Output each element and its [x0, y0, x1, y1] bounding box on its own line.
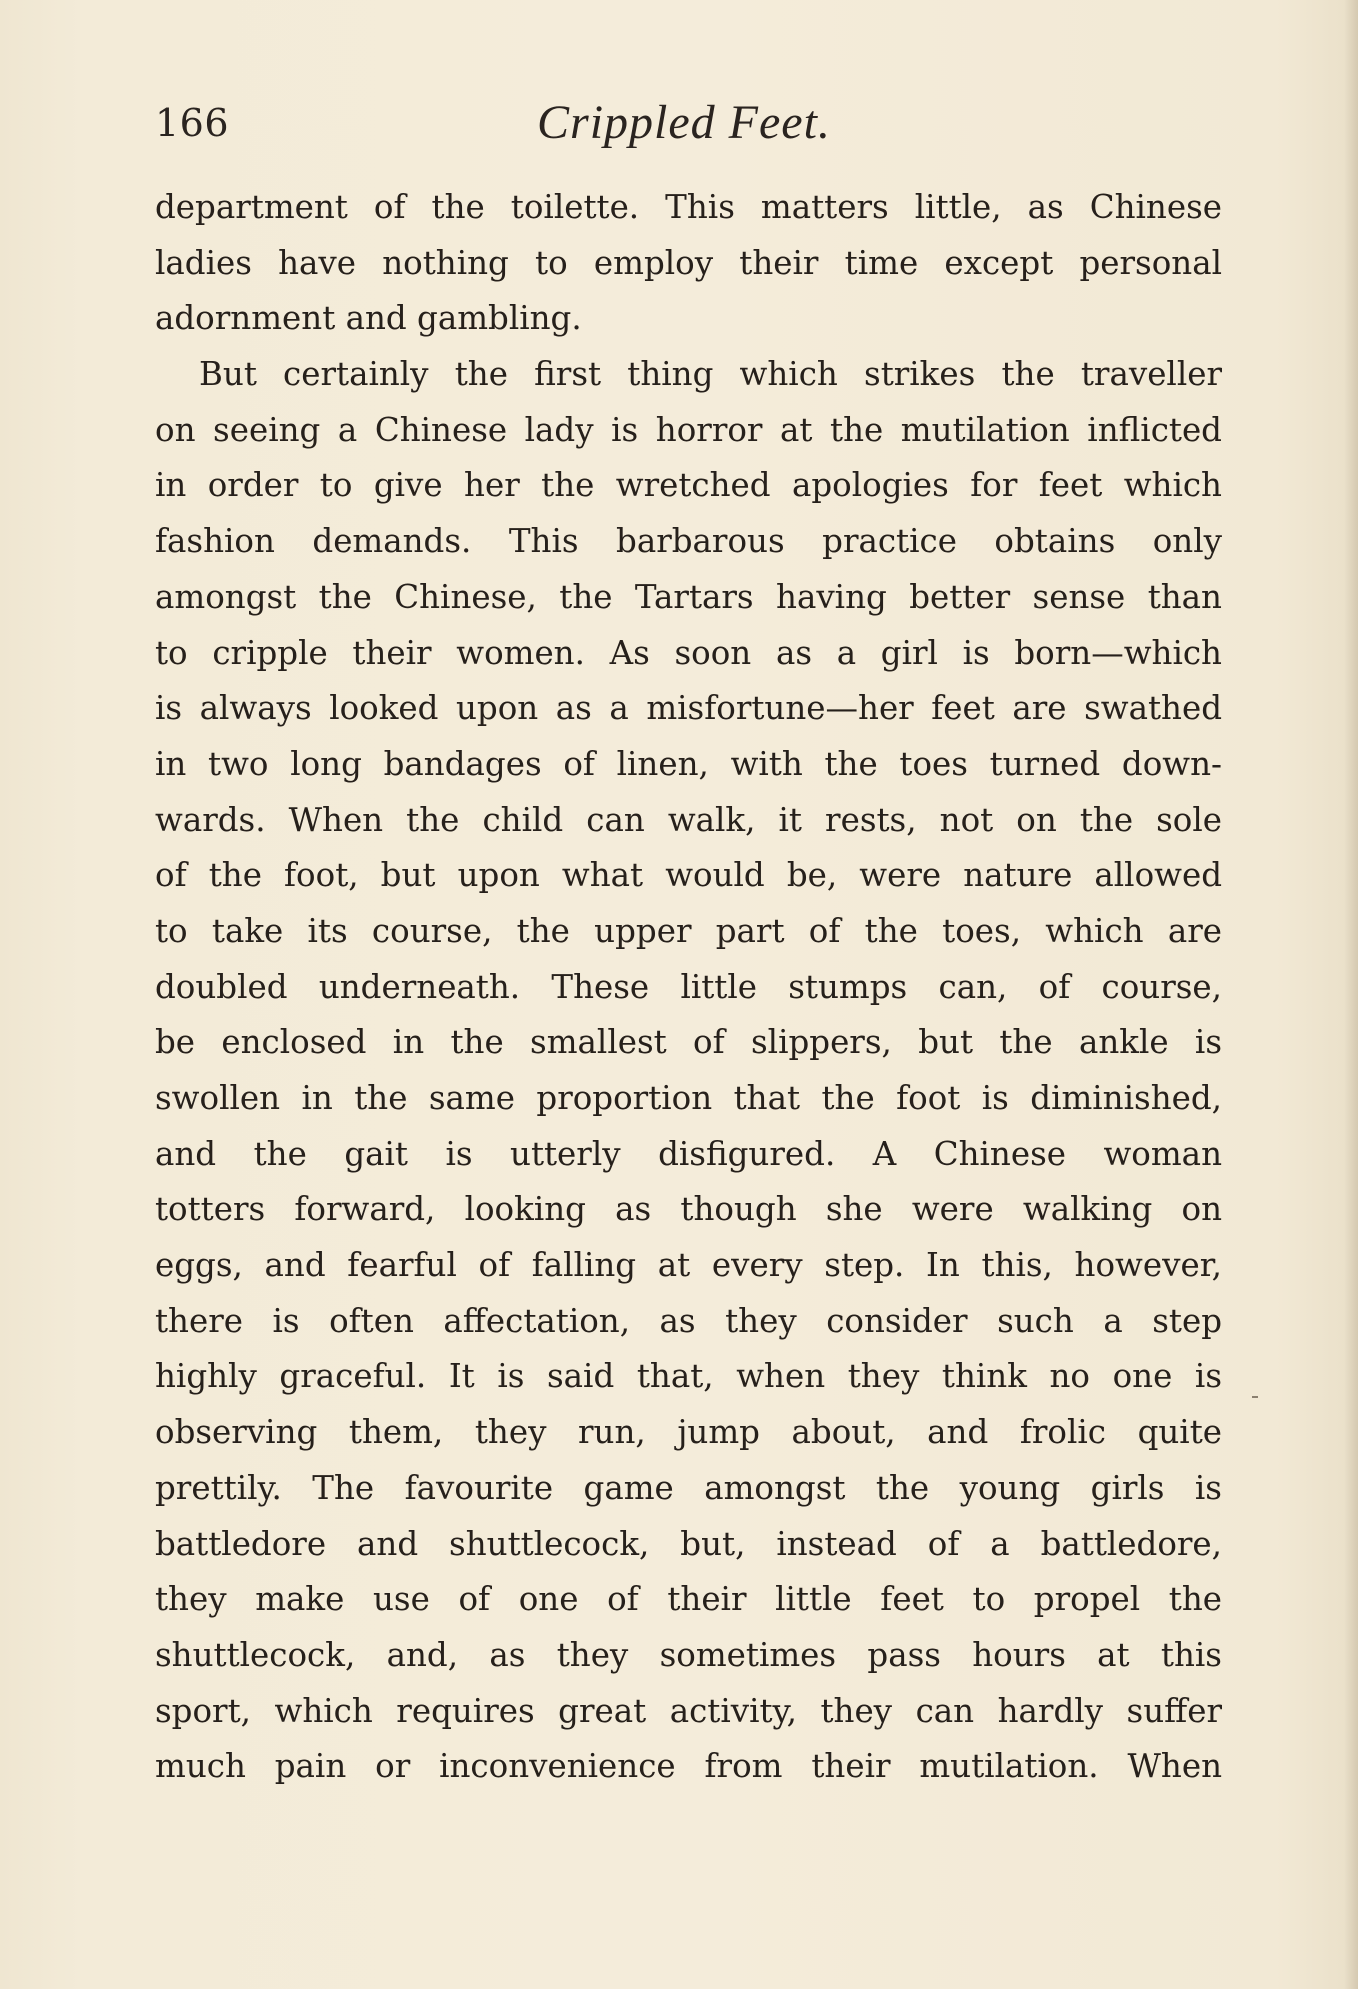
text-line: adornment and gambling. — [155, 299, 582, 338]
text-line: shuttlecock, and, as they sometimes pass hours at this — [155, 1635, 1222, 1674]
text-line: amongst the Chinese, the Tartars having better sense than — [155, 577, 1222, 616]
text-line: eggs, and fearful of falling at every step. In this, however, — [155, 1246, 1222, 1285]
text-line: is always looked upon as a misfortune—her feet are swathed — [155, 689, 1222, 728]
paper-speck — [1252, 1396, 1258, 1398]
text-line: battledore and shuttlecock, but, instead of a battledore, — [155, 1524, 1222, 1563]
body-text — [155, 180, 1222, 1795]
text-line: they make use of one of their little feet to propel the — [155, 1580, 1222, 1619]
text-line: department of the toilette. This matters little, as Chinese — [155, 188, 1222, 226]
running-head — [155, 95, 1220, 155]
text-line: But certainly the first thing which strikes the traveller — [199, 355, 1222, 394]
text-line: of the foot, but upon what would be, were nature allowed — [155, 856, 1222, 895]
text-line: wards. When the child can walk, it rests, not on the sole — [155, 800, 1222, 839]
text-line: be enclosed in the smallest of slippers, but the ankle is — [155, 1023, 1222, 1062]
text-line: and the gait is utterly disfigured. A Chinese woman — [155, 1134, 1222, 1173]
text-line: doubled underneath. These little stumps can, of course, — [155, 967, 1222, 1006]
text-line: in two long bandages of linen, with the toes turned down- — [155, 744, 1222, 783]
text-line: fashion demands. This barbarous practice obtains only — [155, 522, 1222, 561]
text-line: totters forward, looking as though she were walking on — [155, 1190, 1222, 1229]
page-edge-shadow — [1344, 0, 1358, 1989]
text-line: observing them, they run, jump about, and frolic quite — [155, 1413, 1222, 1452]
text-line: on seeing a Chinese lady is horror at the mutilation inflicted — [155, 410, 1222, 449]
text-line: sport, which requires great activity, they can hardly suffer — [155, 1691, 1222, 1730]
text-line: in order to give her the wretched apologies for feet which — [155, 466, 1222, 505]
text-line: swollen in the same proportion that the foot is diminished, — [155, 1079, 1222, 1117]
text-line: there is often affectation, as they consider such a step — [155, 1301, 1222, 1340]
text-line: to cripple their women. As soon as a girl is born—which — [155, 633, 1222, 672]
text-line: ladies have nothing to employ their time except personal — [155, 243, 1222, 282]
text-line: much pain or inconvenience from their mutilation. When — [155, 1747, 1222, 1786]
text-line: prettily. The favourite game amongst the young girls is — [155, 1468, 1222, 1507]
text-line: highly graceful. It is said that, when they think no one is — [155, 1357, 1222, 1396]
running-title: Crippled Feet. — [537, 96, 831, 149]
page-number: 166 — [155, 101, 230, 145]
text-line: to take its course, the upper part of the toes, which are — [155, 911, 1222, 950]
